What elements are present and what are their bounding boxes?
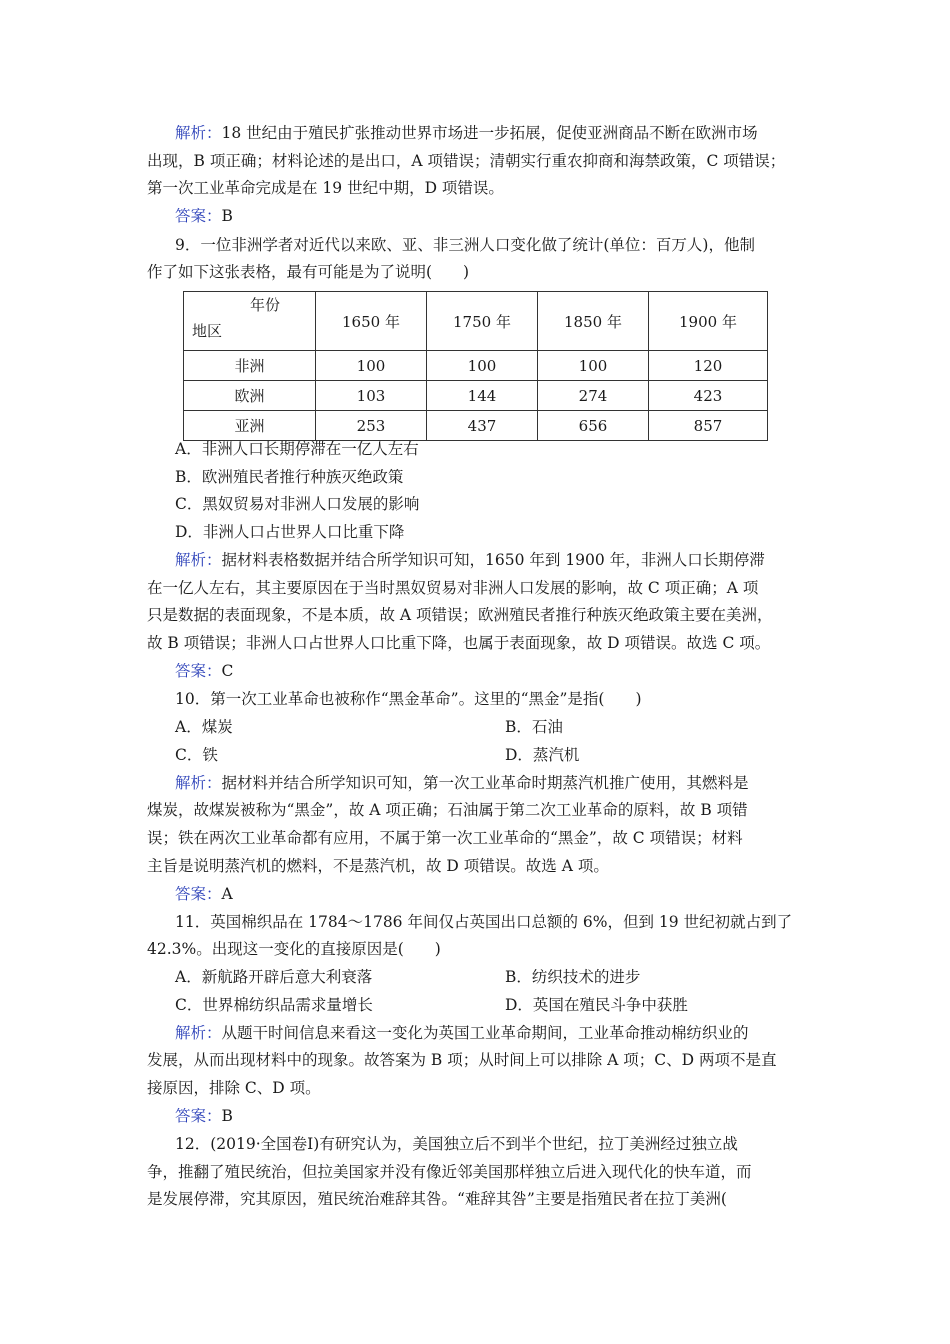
q11-option-c[interactable]: C．世界棉纺织品需求量增长 — [175, 996, 373, 1014]
q10-analysis-line-3: 误；铁在两次工业革命都有应用，不属于第一次工业革命的“黑金”，故 C 项错误；材料 — [147, 829, 743, 847]
value-cell: 144 — [427, 381, 538, 411]
region-cell: 亚洲 — [184, 411, 316, 441]
q11-options-row-1 — [175, 966, 855, 988]
header-region-label: 地区 — [192, 322, 223, 340]
q11-options-row-2 — [175, 994, 855, 1016]
q9-analysis-line-3: 只是数据的表面现象，不是本质，故 A 项错误；欧洲殖民者推行种族灭绝政策主要在美洲， — [147, 606, 773, 624]
q9-option-a[interactable]: A．非洲人口长期停滞在一亿人左右 — [175, 440, 419, 458]
q9-stem-line-2: 作了如下这张表格，最有可能是为了说明( ) — [147, 263, 470, 281]
table-header-row — [184, 292, 768, 351]
prev-analysis-line-2: 出现，B 项正确；材料论述的是出口，A 项错误；清朝实行重农抑商和海禁政策，C 项错误； — [147, 152, 786, 170]
value-cell: 100 — [427, 351, 538, 381]
q9-analysis-line-2: 在一亿人左右，其主要原因在于当时黑奴贸易对非洲人口发展的影响，故 C 项正确；A 项 — [147, 579, 759, 597]
analysis-label: 解析： — [175, 124, 222, 142]
year-header: 1850 年 — [538, 292, 649, 351]
value-cell: 120 — [649, 351, 768, 381]
q10-stem: 10．第一次工业革命也被称作“黑金革命”。这里的“黑金”是指( ) — [175, 690, 642, 708]
q10-option-b[interactable]: B．石油 — [505, 718, 563, 736]
q11-analysis-line-1: 解析：从题干时间信息来看这一变化为英国工业革命期间，工业革命推动棉纺织业的 — [175, 1024, 749, 1042]
table-row — [184, 351, 768, 381]
value-cell: 100 — [316, 351, 427, 381]
q11-option-b[interactable]: B．纺织技术的进步 — [505, 968, 641, 986]
q11-option-d[interactable]: D．英国在殖民斗争中获胜 — [505, 996, 688, 1014]
q12-stem-line-3: 是发展停滞，究其原因，殖民统治难辞其咎。“难辞其咎”主要是指殖民者在拉丁美洲( — [147, 1190, 727, 1208]
q10-answer: 答案：A — [175, 885, 233, 903]
value-cell: 656 — [538, 411, 649, 441]
q9-analysis-line-4: 故 B 项错误；非洲人口占世界人口比重下降，也属于表面现象，故 D 项错误。故选 C 项。 — [147, 634, 771, 652]
q11-analysis-line-3: 接原因，排除 C、D 项。 — [147, 1079, 321, 1097]
region-cell: 欧洲 — [184, 381, 316, 411]
q10-options-row-2 — [175, 744, 855, 766]
prev-answer: 答案：B — [175, 207, 233, 225]
year-header: 1900 年 — [649, 292, 768, 351]
analysis-label: 解析： — [175, 1024, 222, 1042]
table-row — [184, 381, 768, 411]
q10-analysis-line-4: 主旨是说明蒸汽机的燃料，不是蒸汽机，故 D 项错误。故选 A 项。 — [147, 857, 609, 875]
q9-option-d[interactable]: D．非洲人口占世界人口比重下降 — [175, 523, 405, 541]
q10-option-d[interactable]: D．蒸汽机 — [505, 746, 580, 764]
table-corner-cell — [184, 292, 316, 351]
q11-answer: 答案：B — [175, 1107, 233, 1125]
q10-option-a[interactable]: A．煤炭 — [175, 718, 233, 736]
year-header: 1650 年 — [316, 292, 427, 351]
value-cell: 437 — [427, 411, 538, 441]
q10-options-row-1 — [175, 716, 855, 738]
q11-option-a[interactable]: A．新航路开辟后意大利衰落 — [175, 968, 373, 986]
value-cell: 253 — [316, 411, 427, 441]
q12-stem-line-2: 争，推翻了殖民统治，但拉美国家并没有像近邻美国那样独立后进入现代化的快车道，而 — [147, 1163, 752, 1181]
prev-analysis-line-1: 解析：18 世纪由于殖民扩张推动世界市场进一步拓展，促使亚洲商品不断在欧洲市场 — [175, 124, 758, 142]
q9-analysis-line-1: 解析：据材料表格数据并结合所学知识可知，1650 年到 1900 年，非洲人口长期停滞 — [175, 551, 765, 569]
answer-label: 答案： — [175, 885, 222, 903]
q11-stem-line-1: 11．英国棉织品在 1784～1786 年间仅占英国出口总额的 6%，但到 19 世纪初就占到了 — [175, 913, 793, 931]
value-cell: 857 — [649, 411, 768, 441]
answer-label: 答案： — [175, 207, 222, 225]
header-year-label: 年份 — [250, 296, 281, 314]
analysis-label: 解析： — [175, 774, 222, 792]
value-cell: 100 — [538, 351, 649, 381]
region-cell: 非洲 — [184, 351, 316, 381]
value-cell: 423 — [649, 381, 768, 411]
answer-label: 答案： — [175, 1107, 222, 1125]
q9-option-c[interactable]: C．黑奴贸易对非洲人口发展的影响 — [175, 495, 420, 513]
q11-stem-line-2: 42.3%。出现这一变化的直接原因是( ) — [147, 940, 441, 958]
q9-answer: 答案：C — [175, 662, 234, 680]
q10-analysis-line-1: 解析：据材料并结合所学知识可知，第一次工业革命时期蒸汽机推广使用，其燃料是 — [175, 774, 749, 792]
q10-analysis-line-2: 煤炭，故煤炭被称为“黑金”，故 A 项正确；石油属于第二次工业革命的原料，故 B 项错 — [147, 801, 748, 819]
analysis-label: 解析： — [175, 551, 222, 569]
population-table — [183, 291, 768, 441]
prev-analysis-line-3: 第一次工业革命完成是在 19 世纪中期，D 项错误。 — [147, 179, 504, 197]
value-cell: 274 — [538, 381, 649, 411]
answer-label: 答案： — [175, 662, 222, 680]
q9-option-b[interactable]: B．欧洲殖民者推行种族灭绝政策 — [175, 468, 404, 486]
table-row — [184, 411, 768, 441]
q10-option-c[interactable]: C．铁 — [175, 746, 218, 764]
value-cell: 103 — [316, 381, 427, 411]
year-header: 1750 年 — [427, 292, 538, 351]
q11-analysis-line-2: 发展，从而出现材料中的现象。故答案为 B 项；从时间上可以排除 A 项；C、D 两项不是直 — [147, 1051, 777, 1069]
q9-stem-line-1: 9．一位非洲学者对近代以来欧、亚、非三洲人口变化做了统计(单位：百万人)，他制 — [175, 236, 755, 254]
q12-stem-line-1: 12．(2019·全国卷Ⅰ)有研究认为，美国独立后不到半个世纪，拉丁美洲经过独立战 — [175, 1135, 738, 1153]
